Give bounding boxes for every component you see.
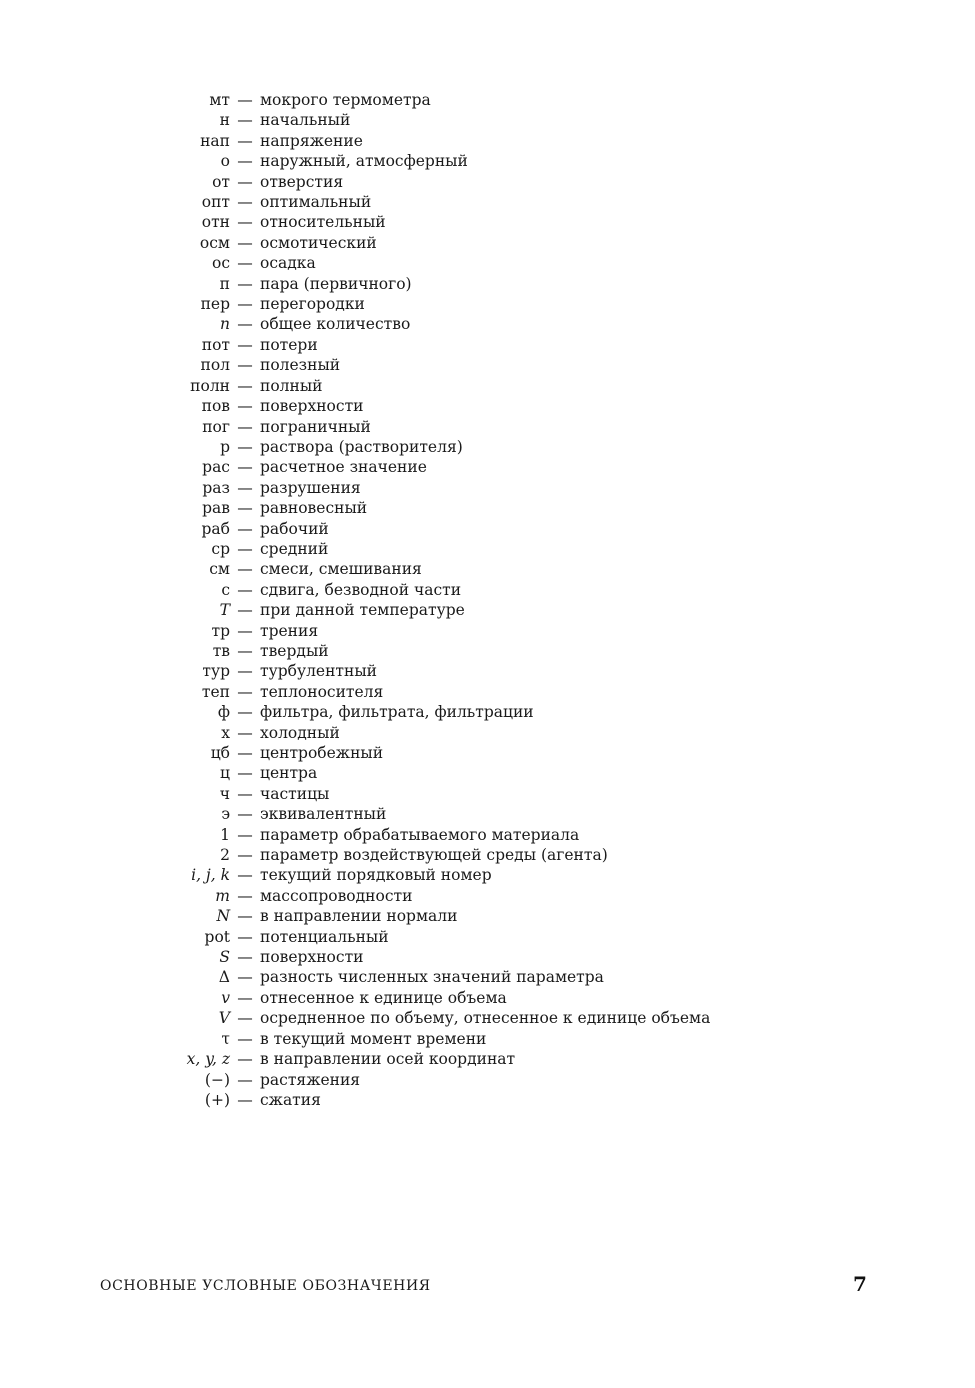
notation-entry bbox=[0, 845, 975, 865]
notation-description: параметр воздействующей среды (агента) bbox=[260, 846, 608, 865]
notation-description: осмотический bbox=[260, 233, 377, 252]
notation-dash: — bbox=[237, 335, 253, 354]
notation-entry bbox=[0, 559, 975, 579]
notation-entry bbox=[0, 967, 975, 987]
notation-entry bbox=[0, 600, 975, 620]
notation-description: потери bbox=[260, 335, 318, 354]
notation-dash: — bbox=[237, 376, 253, 395]
notation-dash: — bbox=[237, 499, 253, 518]
notation-description: турбулентный bbox=[260, 662, 377, 681]
notation-dash: — bbox=[237, 948, 253, 967]
notation-dash: — bbox=[237, 601, 253, 620]
notation-dash: — bbox=[237, 91, 253, 109]
notation-entry bbox=[0, 682, 975, 702]
notation-symbol: раб bbox=[201, 519, 230, 538]
notation-dash: — bbox=[237, 295, 253, 314]
notation-symbol: n bbox=[220, 315, 230, 334]
notation-dash: — bbox=[237, 437, 253, 456]
notation-dash: — bbox=[237, 519, 253, 538]
notation-dash: — bbox=[237, 662, 253, 681]
notation-symbol: V bbox=[218, 1009, 230, 1028]
notation-description: в направлении нормали bbox=[260, 907, 458, 926]
notation-description: потенциальный bbox=[260, 927, 389, 946]
notation-description: теплоносителя bbox=[260, 682, 384, 701]
notation-description: сдвига, безводной части bbox=[260, 580, 462, 599]
notation-entry bbox=[0, 396, 975, 416]
notation-description: эквивалентный bbox=[260, 805, 387, 824]
notation-dash: — bbox=[237, 927, 253, 946]
notation-description: напряжение bbox=[260, 131, 363, 150]
notation-symbol: τ bbox=[221, 1029, 230, 1048]
notation-entry bbox=[0, 1090, 975, 1110]
notation-entry bbox=[0, 1008, 975, 1028]
notation-entry bbox=[0, 1029, 975, 1049]
notation-entry bbox=[0, 580, 975, 600]
notation-dash: — bbox=[237, 805, 253, 824]
notation-description: массопроводности bbox=[260, 886, 413, 905]
notation-entry bbox=[0, 192, 975, 212]
notation-entry bbox=[0, 641, 975, 661]
notation-description: разрушения bbox=[260, 478, 361, 497]
notation-symbol: отн bbox=[201, 213, 230, 232]
notation-entry bbox=[0, 763, 975, 783]
notation-entry bbox=[0, 988, 975, 1008]
notation-dash: — bbox=[237, 703, 253, 722]
notation-entry bbox=[0, 498, 975, 518]
notation-symbol: N bbox=[216, 907, 230, 926]
notation-dash: — bbox=[237, 866, 253, 885]
notation-dash: — bbox=[237, 111, 253, 130]
notation-description: центра bbox=[260, 764, 318, 783]
notation-dash: — bbox=[237, 784, 253, 803]
notation-description: средний bbox=[260, 539, 329, 558]
notation-symbol: тур bbox=[202, 662, 230, 681]
notation-description: растяжения bbox=[260, 1070, 361, 1089]
notation-dash: — bbox=[237, 213, 253, 232]
notation-symbol: (+) bbox=[204, 1090, 230, 1109]
notation-symbol: рас bbox=[202, 458, 230, 477]
notation-entry bbox=[0, 478, 975, 498]
notation-symbol: рав bbox=[202, 499, 230, 518]
notation-entry bbox=[0, 294, 975, 314]
notation-description: фильтра, фильтрата, фильтрации bbox=[260, 703, 534, 722]
notation-entry bbox=[0, 110, 975, 130]
notation-symbol: х bbox=[221, 723, 230, 742]
notation-symbol: pot bbox=[204, 927, 230, 946]
notation-symbol: пот bbox=[201, 335, 230, 354]
notation-dash: — bbox=[237, 744, 253, 762]
notation-symbol: ф bbox=[217, 703, 230, 722]
notation-symbol: пог bbox=[202, 417, 230, 436]
notation-symbol: о bbox=[220, 152, 230, 171]
notation-dash: — bbox=[237, 539, 253, 558]
notation-description: общее количество bbox=[260, 315, 411, 334]
notation-description: разность численных значений параметра bbox=[260, 968, 604, 987]
notation-description: отнесенное к единице объема bbox=[260, 988, 507, 1007]
notation-dash: — bbox=[237, 560, 253, 579]
notation-dash: — bbox=[237, 1070, 253, 1089]
notation-description: в текущий момент времени bbox=[260, 1029, 487, 1048]
notation-description: смеси, смешивания bbox=[260, 560, 422, 579]
notation-entry bbox=[0, 1070, 975, 1090]
notation-symbol: тв bbox=[212, 641, 230, 660]
running-footer-title: ОСНОВНЫЕ УСЛОВНЫЕ ОБОЗНАЧЕНИЯ bbox=[100, 1278, 431, 1294]
notation-dash: — bbox=[237, 764, 253, 783]
notation-entry bbox=[0, 274, 975, 294]
notation-dash: — bbox=[237, 1009, 253, 1028]
notation-symbol: ц bbox=[220, 764, 230, 783]
notation-dash: — bbox=[237, 233, 253, 252]
notation-description: твердый bbox=[260, 641, 329, 660]
notation-entry bbox=[0, 376, 975, 396]
notation-symbol: раз bbox=[202, 478, 230, 497]
notation-entry bbox=[0, 865, 975, 885]
notation-dash: — bbox=[237, 193, 253, 212]
notation-description: центробежный bbox=[260, 744, 384, 762]
notation-symbol: тр bbox=[211, 621, 230, 640]
notation-entry bbox=[0, 417, 975, 437]
notation-entry bbox=[0, 906, 975, 926]
notation-dash: — bbox=[237, 417, 253, 436]
notation-symbol: пер bbox=[200, 295, 230, 314]
notation-symbol: m bbox=[215, 886, 230, 905]
notation-entry bbox=[0, 151, 975, 171]
notation-dash: — bbox=[237, 478, 253, 497]
notation-dash: — bbox=[237, 397, 253, 416]
notation-dash: — bbox=[237, 968, 253, 987]
notation-symbol: с bbox=[221, 580, 230, 599]
notation-symbol: (−) bbox=[204, 1070, 230, 1089]
notation-symbol: цб bbox=[210, 744, 230, 762]
notation-entry bbox=[0, 621, 975, 641]
notation-description: сжатия bbox=[260, 1090, 321, 1109]
notation-description: полезный bbox=[260, 356, 341, 375]
notation-entry bbox=[0, 804, 975, 824]
notation-dash: — bbox=[237, 988, 253, 1007]
notation-entry bbox=[0, 131, 975, 151]
notation-entry bbox=[0, 947, 975, 967]
notation-symbol: ч bbox=[219, 784, 230, 803]
notation-entry bbox=[0, 784, 975, 804]
page-number: 7 bbox=[853, 1272, 867, 1296]
notation-description: холодный bbox=[260, 723, 340, 742]
notation-description: перегородки bbox=[260, 295, 365, 314]
notation-symbol: пов bbox=[201, 397, 230, 416]
notation-dash: — bbox=[237, 1090, 253, 1109]
notation-description: параметр обрабатываемого материала bbox=[260, 825, 580, 844]
notation-symbol: x, y, z bbox=[186, 1050, 230, 1069]
notation-symbol: S bbox=[219, 948, 230, 967]
notation-symbol: полн bbox=[190, 376, 230, 395]
notation-symbol: ос bbox=[211, 254, 230, 273]
notation-description: осадка bbox=[260, 254, 316, 273]
notation-dash: — bbox=[237, 580, 253, 599]
notation-entry bbox=[0, 355, 975, 375]
notation-description: наружный, атмосферный bbox=[260, 152, 468, 171]
notation-entry bbox=[0, 927, 975, 947]
notation-dash: — bbox=[237, 723, 253, 742]
notation-dash: — bbox=[237, 274, 253, 293]
notation-symbol: ср bbox=[211, 539, 230, 558]
notation-description: поверхности bbox=[260, 397, 364, 416]
notation-description: пара (первичного) bbox=[260, 274, 412, 293]
notation-description: осредненное по объему, отнесенное к единице объема bbox=[260, 1009, 711, 1028]
notation-symbol: T bbox=[219, 601, 230, 620]
notation-description: равновесный bbox=[260, 499, 368, 518]
notation-symbol: 2 bbox=[220, 846, 230, 865]
notation-dash: — bbox=[237, 152, 253, 171]
notation-dash: — bbox=[237, 846, 253, 865]
notation-entry bbox=[0, 212, 975, 232]
notation-symbol: от bbox=[212, 172, 230, 191]
notation-entry bbox=[0, 253, 975, 273]
notation-dash: — bbox=[237, 886, 253, 905]
notation-symbol: э bbox=[221, 805, 230, 824]
notation-description: при данной температуре bbox=[260, 601, 465, 620]
notation-entry bbox=[0, 233, 975, 253]
notation-symbol: опт bbox=[201, 193, 230, 212]
notation-description: частицы bbox=[260, 784, 330, 803]
notation-entry bbox=[0, 90, 975, 110]
notation-entry bbox=[0, 519, 975, 539]
notation-entry bbox=[0, 539, 975, 559]
notation-symbol: р bbox=[220, 437, 230, 456]
notation-list bbox=[0, 90, 975, 1110]
notation-entry bbox=[0, 335, 975, 355]
notation-entry bbox=[0, 1049, 975, 1069]
notation-description: полный bbox=[260, 376, 323, 395]
notation-dash: — bbox=[237, 172, 253, 191]
notation-symbol: теп bbox=[201, 682, 230, 701]
notation-dash: — bbox=[237, 458, 253, 477]
notation-dash: — bbox=[237, 907, 253, 926]
notation-entry bbox=[0, 723, 975, 743]
notation-dash: — bbox=[237, 825, 253, 844]
notation-description: в направлении осей координат bbox=[260, 1050, 516, 1069]
notation-dash: — bbox=[237, 356, 253, 375]
notation-description: отверстия bbox=[260, 172, 344, 191]
notation-description: мокрого термометра bbox=[260, 91, 431, 109]
notation-dash: — bbox=[237, 1050, 253, 1069]
notation-symbol: i, j, k bbox=[191, 866, 230, 885]
notation-symbol: Δ bbox=[218, 968, 230, 987]
notation-symbol: 1 bbox=[220, 825, 230, 844]
notation-entry bbox=[0, 457, 975, 477]
notation-dash: — bbox=[237, 1029, 253, 1048]
notation-description: оптимальный bbox=[260, 193, 372, 212]
notation-entry bbox=[0, 743, 975, 763]
notation-description: относительный bbox=[260, 213, 386, 232]
notation-entry bbox=[0, 825, 975, 845]
notation-entry bbox=[0, 702, 975, 722]
notation-entry bbox=[0, 661, 975, 681]
notation-dash: — bbox=[237, 621, 253, 640]
notation-description: поверхности bbox=[260, 948, 364, 967]
notation-entry bbox=[0, 172, 975, 192]
notation-entry bbox=[0, 437, 975, 457]
notation-description: трения bbox=[260, 621, 319, 640]
notation-symbol: н bbox=[219, 111, 230, 130]
notation-symbol: осм bbox=[199, 233, 230, 252]
notation-description: раствора (растворителя) bbox=[260, 437, 463, 456]
notation-dash: — bbox=[237, 682, 253, 701]
notation-dash: — bbox=[237, 315, 253, 334]
notation-dash: — bbox=[237, 254, 253, 273]
notation-description: пограничный bbox=[260, 417, 371, 436]
notation-symbol: см bbox=[209, 560, 230, 579]
notation-entry bbox=[0, 886, 975, 906]
notation-entry bbox=[0, 314, 975, 334]
notation-symbol: пол bbox=[200, 356, 230, 375]
notation-symbol: мт bbox=[209, 91, 230, 109]
notation-description: начальный bbox=[260, 111, 351, 130]
notation-dash: — bbox=[237, 131, 253, 150]
notation-symbol: нап bbox=[200, 131, 230, 150]
notation-symbol: п bbox=[219, 274, 230, 293]
notation-description: рабочий bbox=[260, 519, 329, 538]
notation-description: текущий порядковый номер bbox=[260, 866, 492, 885]
notation-dash: — bbox=[237, 641, 253, 660]
notation-description: расчетное значение bbox=[260, 458, 427, 477]
notation-symbol: v bbox=[221, 988, 230, 1007]
